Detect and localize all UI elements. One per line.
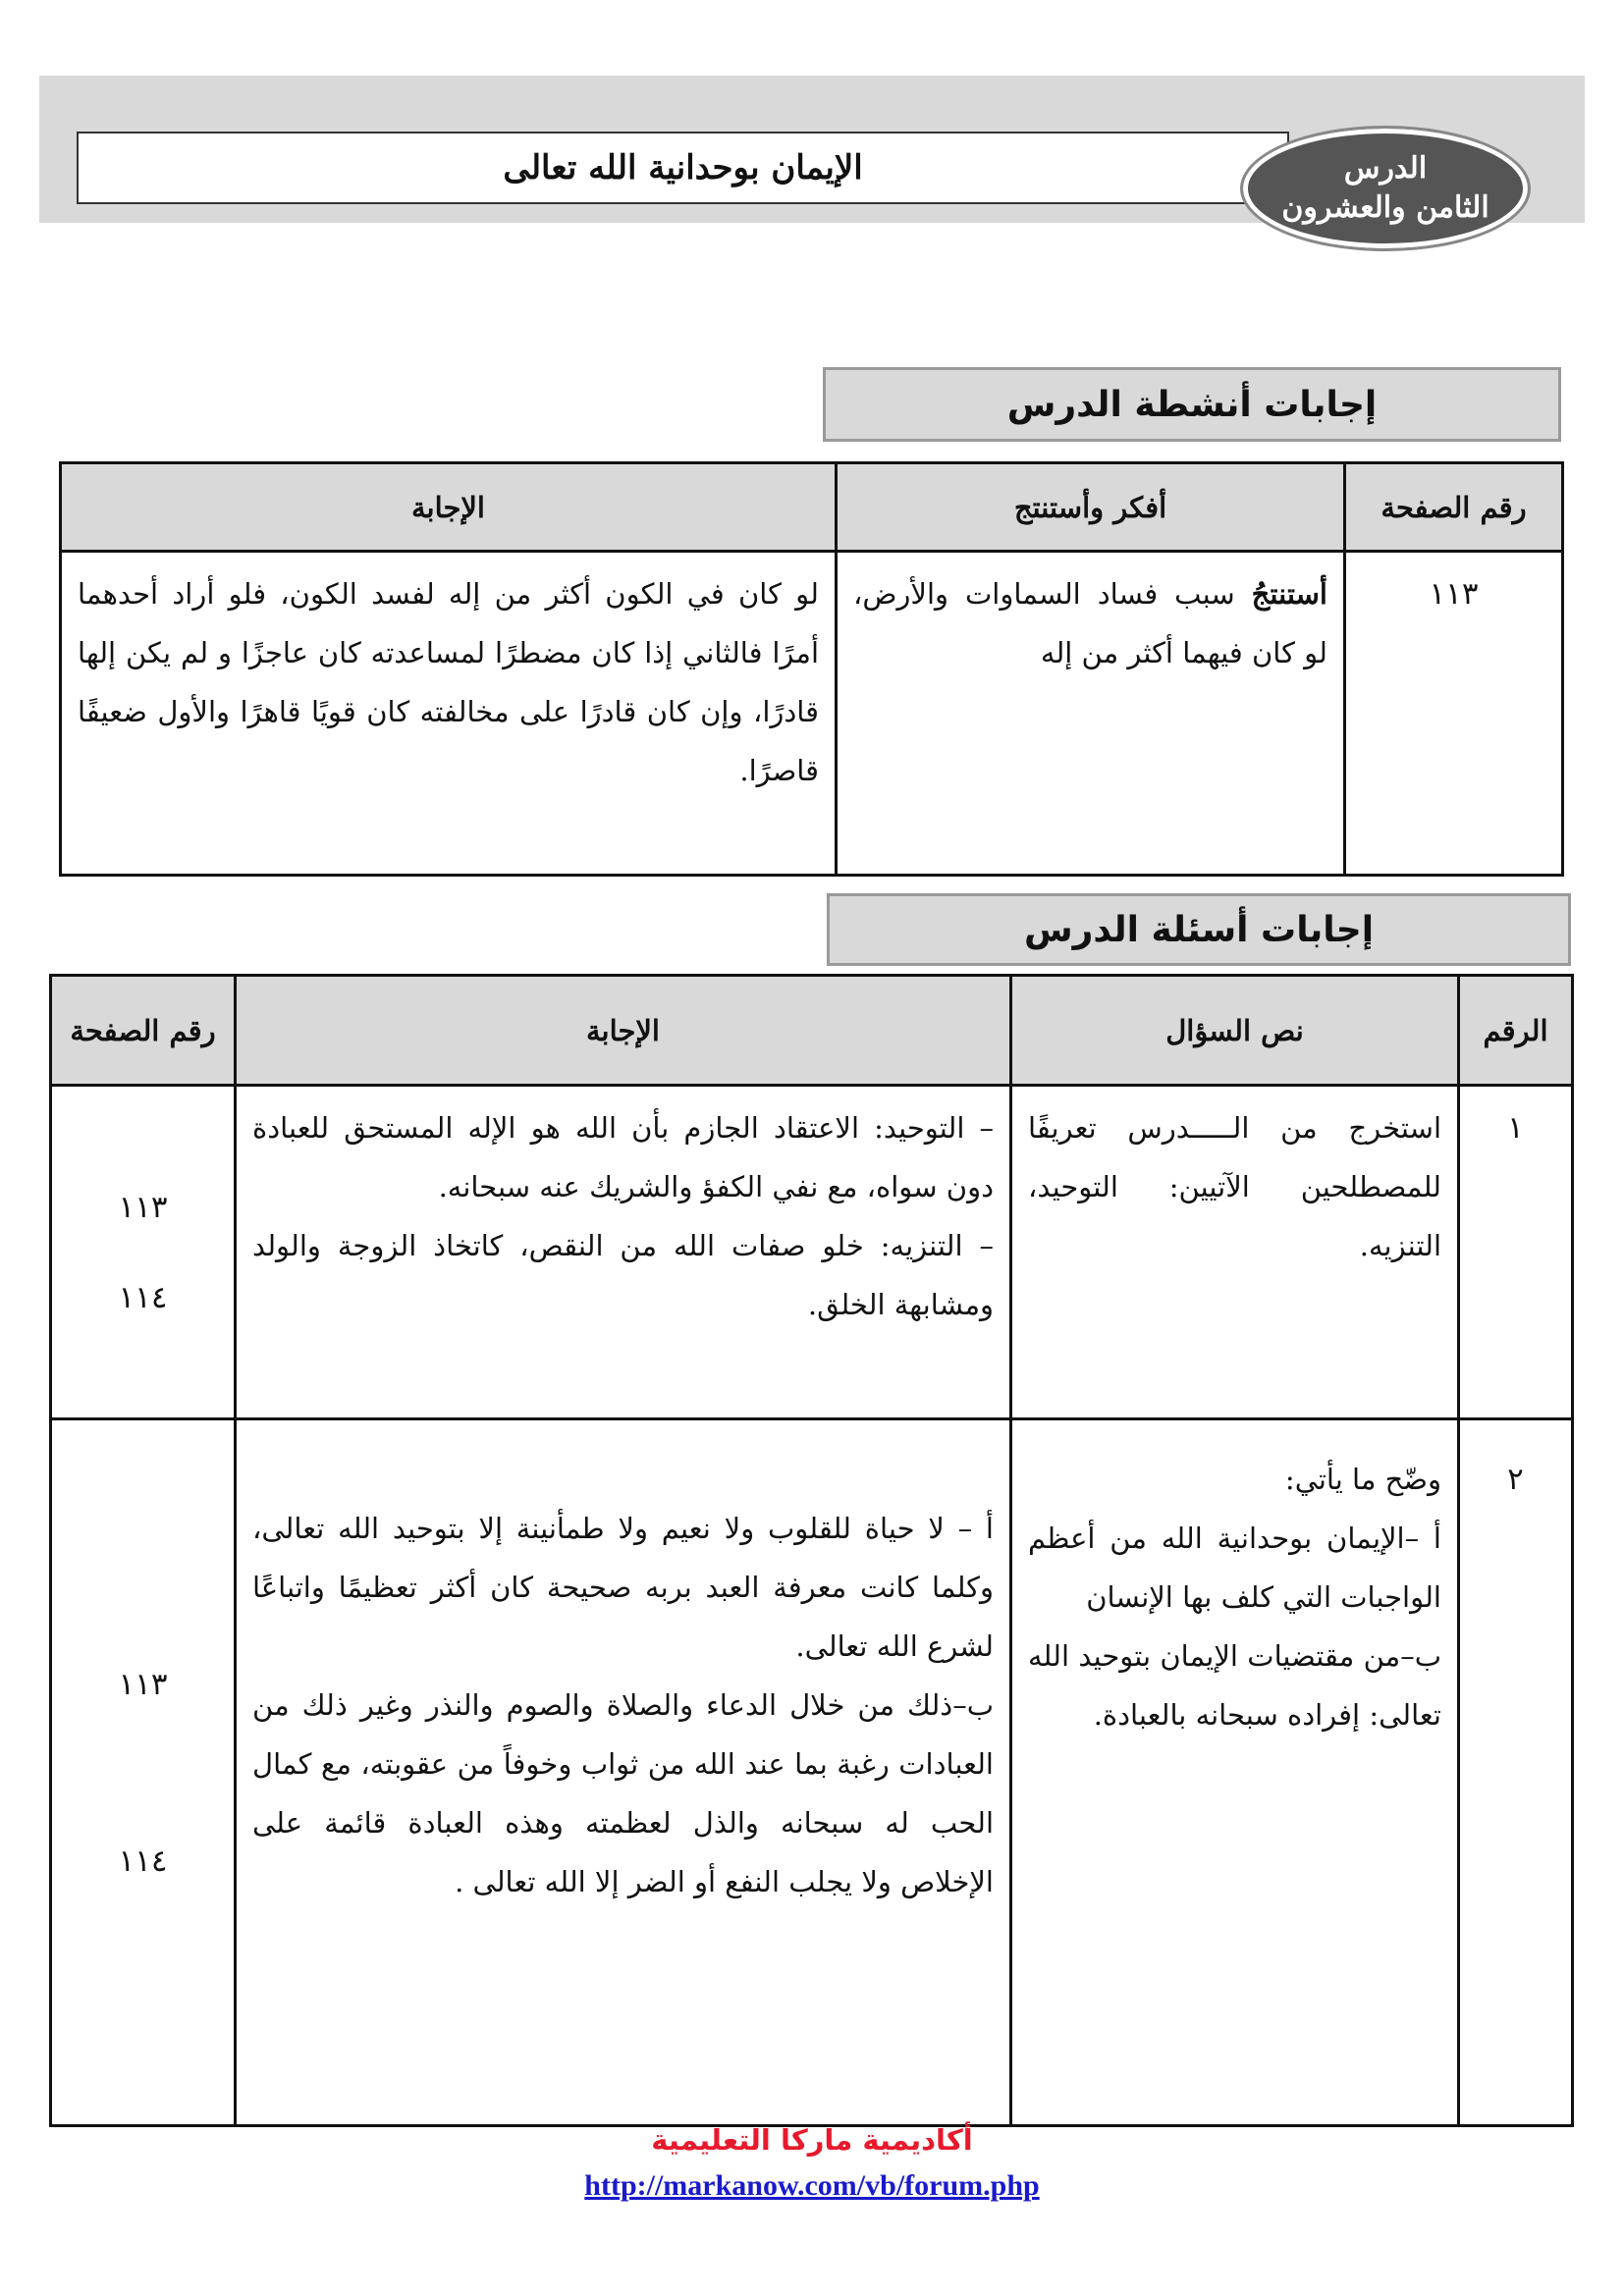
activity-answer: لو كان في الكون أكثر من إله لفسد الكون، فلو أراد أحدهما أمرًا فالثاني إذا كان مضطرًا لمساعدته كان عاجزًا و لم يكن إلها قادرًا، وإن كان قادرًا على مخالفته كان قويًا قاهرًا والأول ضعيفًا قاصرًا. [61, 552, 837, 876]
academy-name: أكاديمية ماركا التعليمية [651, 2123, 973, 2157]
page-number: ١١٤ [118, 1279, 168, 1315]
activities-heading [823, 367, 1561, 442]
lesson-title [77, 132, 1289, 204]
table-row [51, 1086, 1573, 1419]
page-number: ١١٣ [118, 1666, 168, 1702]
page-number: ١١٣ [118, 1189, 168, 1225]
lesson-ordinal: الثامن والعشرون [1281, 190, 1489, 225]
question-part-a: أ –الإيمان بوحدانية الله من أعظم الواجبات التي كلف بها الإنسان [1028, 1522, 1441, 1614]
page-numbers [51, 1086, 236, 1419]
table-row [51, 1419, 1573, 2126]
activities-table [59, 461, 1564, 877]
question-intro: وضّح ما يأتي: [1284, 1463, 1441, 1496]
col-number: الرقم [1459, 976, 1573, 1086]
page-number: ١١٤ [118, 1842, 168, 1879]
question-text: استخرج من الـــــدرس تعريفًا للمصطلحين الآتيين: التوحيد، التنزيه. [1011, 1086, 1459, 1419]
prompt-text: سبب فساد السماوات والأرض، لو كان فيهما أكثر من إله [853, 577, 1327, 669]
questions-header-row [51, 976, 1573, 1086]
questions-table [49, 974, 1574, 2127]
answer-part-b: ب–ذلك من خلال الدعاء والصلاة والصوم والنذر وغير ذلك من العبادات رغبة بما عند الله من ثواب وخوفاً من عقوبته، مع كمال الحب له سبحانه والذل لعظمته وهذه العبادة قائمة على الإخلاص ولا يجلب النفع أو الضر إلا الله تعالى . [252, 1688, 994, 1898]
question-text [1011, 1419, 1459, 2126]
questions-heading [827, 893, 1571, 966]
activity-prompt [837, 552, 1345, 876]
forum-link[interactable]: http://markanow.com/vb/forum.php [584, 2169, 1040, 2202]
question-part-b: ب–من مقتضيات الإيمان بتوحيد الله تعالى: إفراده سبحانه بالعبادة. [1028, 1639, 1441, 1732]
question-number: ٢ [1459, 1419, 1573, 2126]
page-numbers [51, 1419, 236, 2126]
lesson-number-badge [1240, 126, 1531, 251]
activities-heading-text: إجابات أنشطة الدرس [1006, 384, 1378, 425]
col-question-text: نص السؤال [1011, 976, 1459, 1086]
lesson-label: الدرس [1343, 151, 1428, 186]
answer-part-a: أ – لا حياة للقلوب ولا نعيم ولا طمأنينة إلا بتوحيد الله تعالى، وكلما كانت معرفة العبد بربه صحيحة كان أكثر تعظيمًا واتباعًا لشرع الله تعالى. [252, 1512, 994, 1663]
table-row [61, 552, 1563, 876]
page-number: ١١٣ [1345, 552, 1563, 876]
prompt-verb: أستنتجُ [1251, 577, 1327, 611]
col-answer: الإجابة [236, 976, 1011, 1086]
questions-heading-text: إجابات أسئلة الدرس [1023, 909, 1375, 950]
col-page-number: رقم الصفحة [1345, 463, 1563, 552]
answer-tanzih: – التنزيه: خلو صفات الله من النقص، كاتخاذ الزوجة والولد ومشابهة الخلق. [252, 1229, 994, 1321]
question-number: ١ [1459, 1086, 1573, 1419]
lesson-title-text: الإيمان بوحدانية الله تعالى [503, 148, 863, 187]
col-answer: الإجابة [61, 463, 837, 552]
col-think-deduce: أفكر وأستنتج [837, 463, 1345, 552]
activities-header-row [61, 463, 1563, 552]
answer-tawhid: – التوحيد: الاعتقاد الجازم بأن الله هو الإله المستحق للعبادة دون سواه، مع نفي الكفؤ والشريك عنه سبحانه. [252, 1111, 994, 1203]
question-answer [236, 1086, 1011, 1419]
col-page-number: رقم الصفحة [51, 976, 236, 1086]
question-answer [236, 1419, 1011, 2126]
